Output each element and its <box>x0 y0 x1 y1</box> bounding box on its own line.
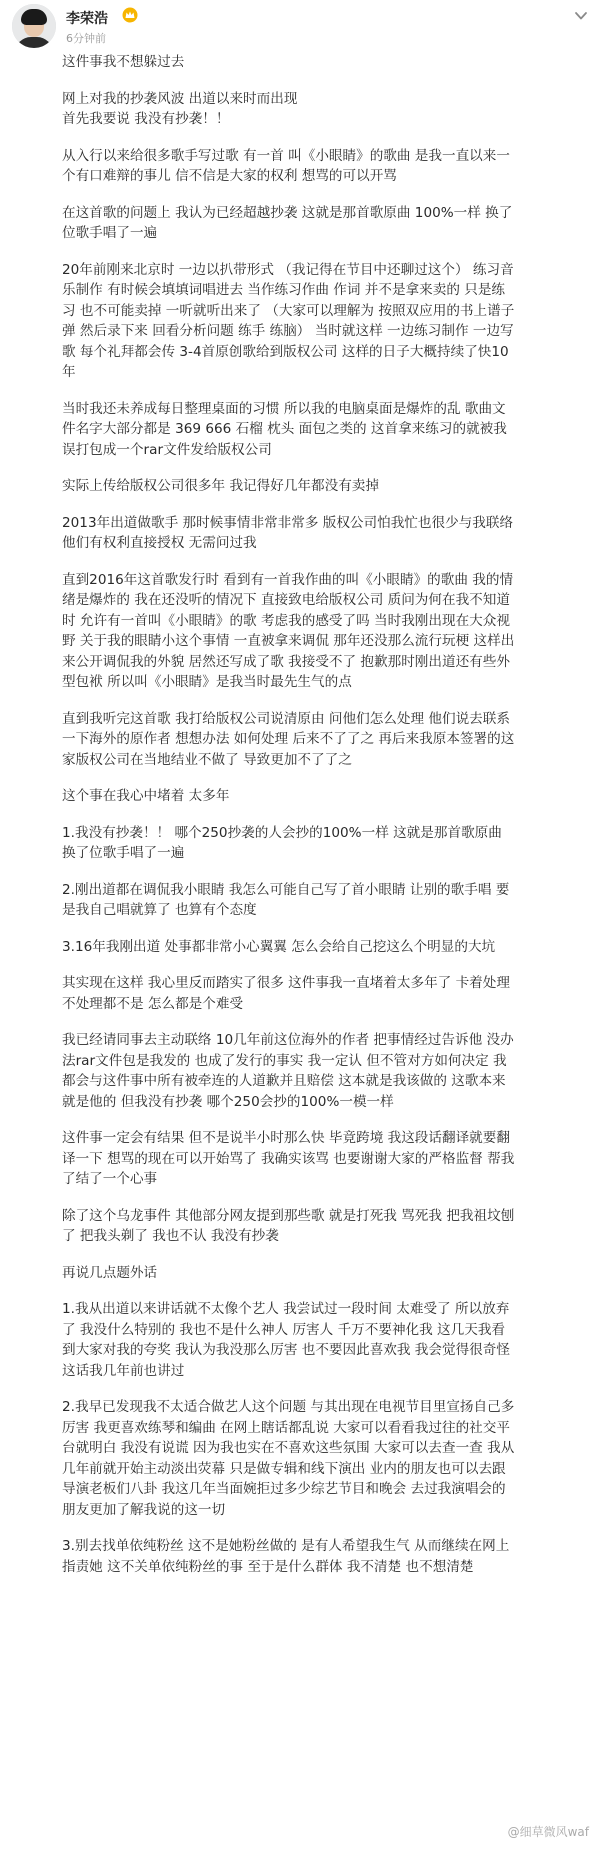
post-paragraph: 2.我早已发现我不太适合做艺人这个问题 与其出现在电视节目里宣扬自己多厉害 我更喜欢练琴和编曲 在网上瞎话都乱说 大家可以看看我过往的社交平台就明白 我没有说谎 因为我也实在不喜欢这些氛围 大家可以去查一查 我从几年前就开始主动淡出荧幕 只是做专辑和线下演出 业内的朋友也可以去跟导演老板们八卦 我这几年当面婉拒过多少综艺节目和晚会 去过我演唱会的朋友更加了解我说的这一切 <box>62 1399 515 1518</box>
post-paragraph: 3.16年我刚出道 处事都非常小心翼翼 怎么会给自己挖这么个明显的大坑 <box>62 938 496 955</box>
post-paragraph: 这件事一定会有结果 但不是说半小时那么快 毕竟跨境 我这段话翻译就要翻译一下 想骂的现在可以开始骂了 我确实该骂 也要谢谢大家的严格监督 帮我了结了一个心事 <box>62 1130 515 1187</box>
post-paragraph: 我已经请同事去主动联络 10几年前这位海外的作者 把事情经过告诉他 没办法rar文件包是我发的 也成了发行的事实 我一定认 但不管对方如何决定 我都会与这件事中所有被牵连的人道歉并且赔偿 这本就是我该做的 这歌本来就是他的 但我没有抄袭 哪个250会抄的100%一模一样 <box>62 1032 514 1110</box>
post-paragraph: 再说几点题外话 <box>62 1264 158 1281</box>
post-timestamp: 6分钟前 <box>66 32 106 45</box>
post-paragraph: 实际上传给版权公司很多年 我记得好几年都没有卖掉 <box>62 478 379 494</box>
post-paragraph: 1.我从出道以来讲话就不太像个艺人 我尝试过一段时间 太难受了 所以放弃了 我没什么特别的 我也不是什么神人 厉害人 千万不要神化我 这几天我看到大家对我的夸奖 我认为我没那么厉害 也不要因此喜欢我 我会觉得很奇怪 这话我几年前也讲过 <box>62 1301 510 1379</box>
post-paragraph: 3.别去找单依纯粉丝 这不是她粉丝做的 是有人希望我生气 从而继续在网上指责她 这不关单依纯粉丝的事 至于是什么群体 我不清楚 也不想清楚 <box>62 1538 510 1575</box>
post-paragraph: 2013年出道做歌手 那时候事情非常非常多 版权公司怕我忙也很少与我联络 他们有权利直接授权 无需问过我 <box>62 514 514 551</box>
post-paragraph: 网上对我的抄袭风波 出道以来时而出现 首先我要说 我没有抄袭！！ <box>62 90 298 127</box>
post-body <box>62 52 518 1593</box>
post-paragraph: 20年前刚来北京时 一边以扒带形式 （我记得在节目中还聊过这个） 练习音乐制作 有时候会填填词唱进去 当作练习作曲 作词 并不是拿来卖的 只是练习 也不可能卖掉 一听就听出来了 （大家可以理解为 按照双应用的书上谱子弹 然后录下来 回看分析问题 练手 练脑） 当时就这样 一边练习制作 一边写歌 每个礼拜都会传 3-4首原创歌给到版权公司 这样的日子大概持续了快10年 <box>62 261 515 380</box>
post-paragraph: 当时我还未养成每日整理桌面的习惯 所以我的电脑桌面是爆炸的乱 歌曲文件名字大部分都是 369 666 石榴 枕头 面包之类的 这首拿来练习的就被我误打包成一个rar文件发给版权公司 <box>62 400 507 458</box>
watermark: @细草微风waf <box>507 1825 589 1839</box>
post-paragraph: 从入行以来给很多歌手写过歌 有一首 叫《小眼睛》的歌曲 是我一直以来一个有口难辩的事儿 信不信是大家的权利 想骂的可以开骂 <box>62 147 510 184</box>
post-paragraph: 这件事我不想躲过去 <box>62 54 185 70</box>
vip-crown-icon <box>122 7 138 23</box>
post-paragraph: 其实现在这样 我心里反而踏实了很多 这件事我一直堵着太多年了 卡着处理不处理都不是 怎么都是个难受 <box>62 975 510 1012</box>
post-paragraph: 直到我听完这首歌 我打给版权公司说清原由 问他们怎么处理 他们说去联系一下海外的原作者 想想办法 如何处理 后来不了了之 再后来我原本签署的这家版权公司在当地结业不做了 导致更加不了了之 <box>62 710 515 768</box>
post-paragraph: 1.我没有抄袭！！ 哪个250抄袭的人会抄的100%一样 这就是那首歌原曲 换了位歌手唱了一遍 <box>62 824 502 861</box>
post-paragraph: 2.刚出道都在调侃我小眼睛 我怎么可能自己写了首小眼睛 让别的歌手唱 要是我自己唱就算了 也算有个态度 <box>62 881 510 918</box>
post-header <box>0 0 603 52</box>
post-paragraph: 这个事在我心中堵着 太多年 <box>62 788 230 804</box>
post-paragraph: 除了这个乌龙事件 其他部分网友提到那些歌 就是打死我 骂死我 把我祖坟刨了 把我头剃了 我也不认 我没有抄袭 <box>62 1207 515 1244</box>
chevron-down-icon[interactable] <box>573 10 589 22</box>
avatar[interactable] <box>12 4 56 48</box>
author-name[interactable]: 李荣浩 <box>66 11 108 27</box>
post-paragraph: 直到2016年这首歌发行时 看到有一首我作曲的叫《小眼睛》的歌曲 我的情绪是爆炸的 我在还没听的情况下 直接致电给版权公司 质问为何在我不知道时 允许有一首叫《小眼睛》的歌 考虑我的感受了吗 当时我刚出现在大众视野 关于我的眼睛小这个事情 一直被拿来调侃 那年还没那么流行玩梗 这样出来公开调侃我的外貌 居然还写成了歌 我接受不了 抱歉那时刚出道还有些外型包袱 所以叫《小眼睛》是我当时最先生气的点 <box>62 571 515 690</box>
post-paragraph: 在这首歌的问题上 我认为已经超越抄袭 这就是那首歌原曲 100%一样 换了位歌手唱了一遍 <box>62 204 513 241</box>
